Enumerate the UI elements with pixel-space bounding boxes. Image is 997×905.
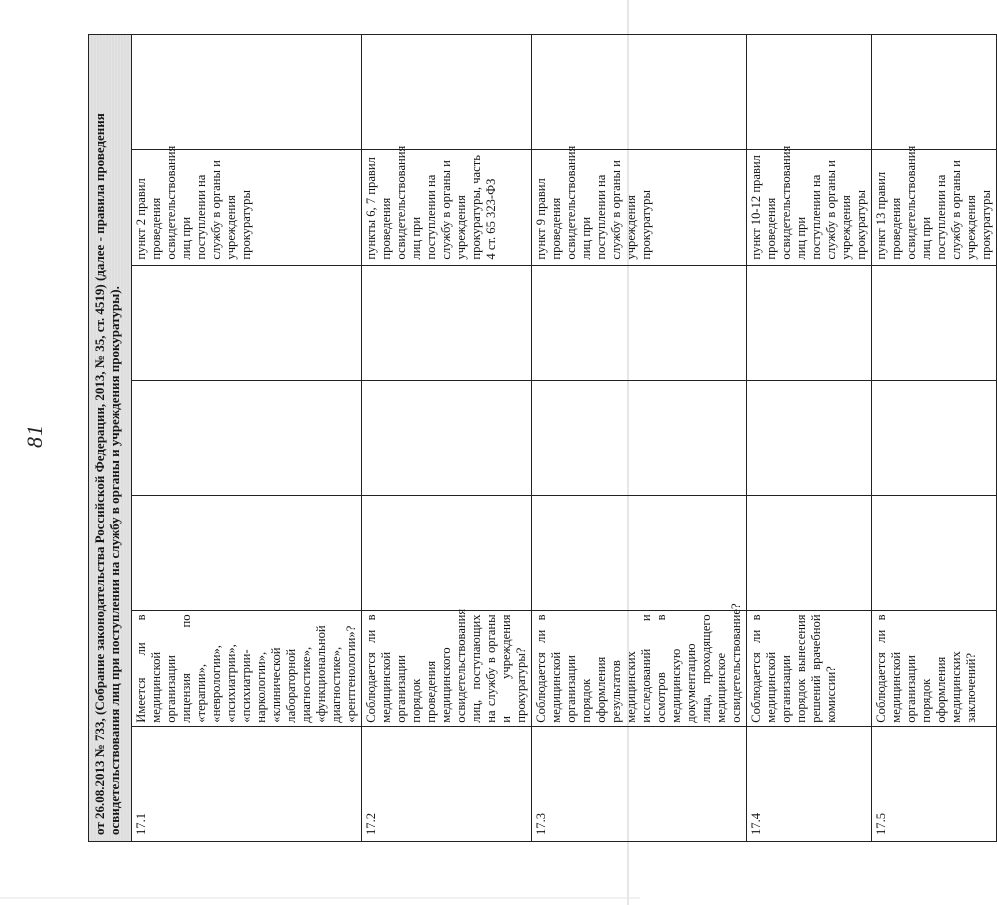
row-number: 17.5 [872, 726, 997, 841]
answer-cell-no [872, 380, 997, 495]
notes-cell [747, 35, 872, 150]
notes-cell [872, 35, 997, 150]
answer-cell-na [747, 265, 872, 380]
question-text: Соблюдается ли в медицинской организации порядок оформления результатов медицинских исследований и осмотров в медицинскую документацию лица, проходящего медицинское освидетельствование? [532, 611, 747, 726]
reference-text: пункт 10-12 правил проведения освидетельствования лиц при поступлении на службу в органы и учреждения прокуратуры [747, 150, 872, 265]
table-row [532, 35, 747, 842]
notes-cell [132, 35, 362, 150]
answer-cell-na [132, 265, 362, 380]
header-row [89, 35, 132, 842]
checklist-sheet [88, 34, 993, 842]
answer-cell-no [532, 380, 747, 495]
table-row [747, 35, 872, 842]
reference-text: пункты 6, 7 правил проведения освидетельствования лиц при поступлении на службу в органы и учреждения прокуратуры, часть 4 ст. 65 323-ФЗ [362, 150, 532, 265]
question-text: Соблюдается ли в медицинской организации порядок вынесения решений врачебной комиссии? [747, 611, 872, 726]
answer-cell-yes [532, 496, 747, 611]
reference-text: пункт 2 правил проведения освидетельствования лиц при поступлении на службу в органы и учреждения прокуратуры [132, 150, 362, 265]
table-row [872, 35, 997, 842]
answer-cell-yes [747, 496, 872, 611]
answer-cell-na [362, 265, 532, 380]
checklist-table [88, 34, 997, 842]
row-number: 17.1 [132, 726, 362, 841]
answer-cell-na [872, 265, 997, 380]
answer-cell-no [132, 380, 362, 495]
table-row [362, 35, 532, 842]
reference-text: пункт 13 правил проведения освидетельствования лиц при поступлении на службу в органы и учреждения прокуратуры [872, 150, 997, 265]
header-text: от 26.08.2013 № 733, (Собрание законодательства Российской Федерации, 2013, № 35, ст. 4519) (далее - правила проведения освидетельствования лиц при поступлении на службу в органы и учреждения прокуратуры). [89, 35, 132, 842]
row-number: 17.3 [532, 726, 747, 841]
answer-cell-na [532, 265, 747, 380]
notes-cell [532, 35, 747, 150]
answer-cell-no [362, 380, 532, 495]
answer-cell-no [747, 380, 872, 495]
reference-text: пункт 9 правил проведения освидетельствования лиц при поступлении на службу в органы и учреждения прокуратуры [532, 150, 747, 265]
answer-cell-yes [872, 496, 997, 611]
table-row [132, 35, 362, 842]
question-text: Соблюдается ли в медицинской организации порядок проведения медицинского освидетельствования лиц, поступающих на службу в органы и учреждения прокуратуры? [362, 611, 532, 726]
row-number: 17.4 [747, 726, 872, 841]
answer-cell-yes [132, 496, 362, 611]
question-text: Имеется ли в медицинской организации лицензия по «терапии», «неврологии», «психиатрии», «психиатрии-наркологии», «клинической лабораторной диагностике», «функциональной диагностике», «рентгенологии»? [132, 611, 362, 726]
answer-cell-yes [362, 496, 532, 611]
notes-cell [362, 35, 532, 150]
page-number: 81 [22, 424, 47, 448]
question-text: Соблюдается ли в медицинской организации порядок оформления медицинских заключений? [872, 611, 997, 726]
row-number: 17.2 [362, 726, 532, 841]
